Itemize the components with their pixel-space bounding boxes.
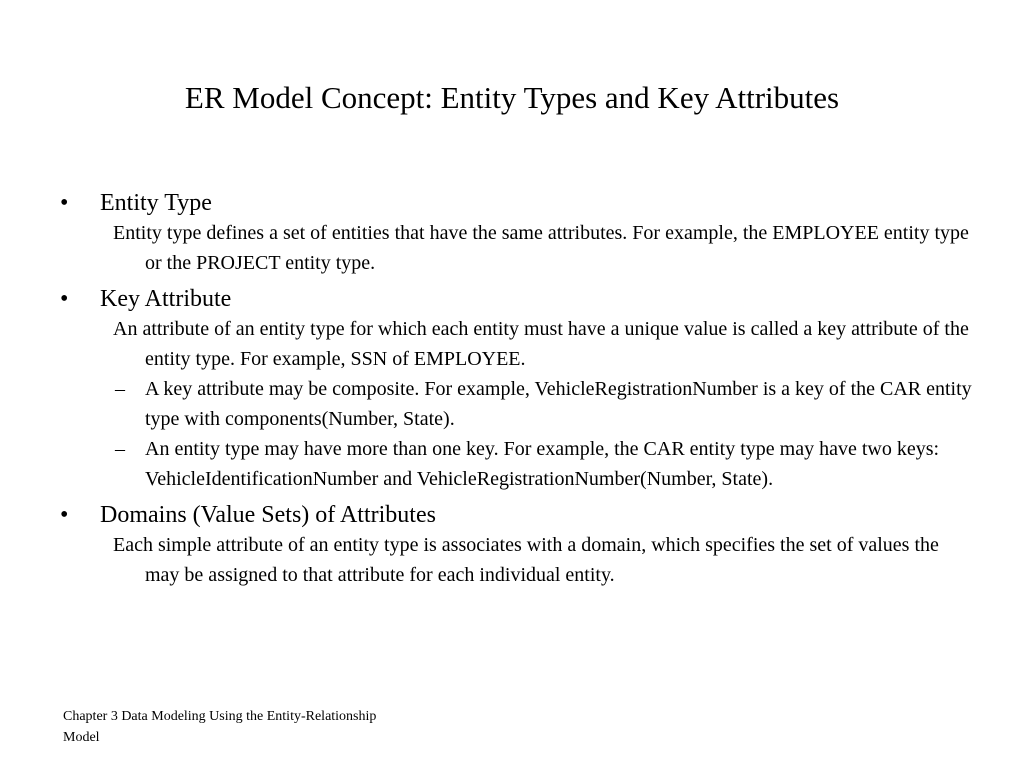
- bullet-heading: Entity Type: [100, 190, 212, 216]
- domains-description: Each simple attribute of an entity type is associates with a domain, which specifies the set of values the may be assigned to that attribute for each individual entity.: [113, 534, 939, 586]
- bullet-icon: •: [60, 286, 69, 312]
- bullet-heading: Domains (Value Sets) of Attributes: [100, 502, 436, 528]
- entity-type-description: Entity type defines a set of entities that have the same attributes. For example, the EMPLOYEE entity type or the PROJECT entity type.: [113, 222, 969, 274]
- bullet-icon: •: [60, 190, 69, 216]
- slide-title: ER Model Concept: Entity Types and Key Attributes: [184, 80, 840, 115]
- slide-footer: Chapter 3 Data Modeling Using the Entity-Relationship Model: [63, 709, 377, 745]
- bullet-heading: Key Attribute: [100, 286, 232, 312]
- bullet-key-attribute: [56, 284, 976, 314]
- bullet-icon: •: [60, 502, 69, 528]
- key-attribute-description: An attribute of an entity type for which each entity must have a unique value is called a key attribute of the entity type. For example, SSN of EMPLOYEE.: [113, 318, 969, 370]
- subpoint-text: A key attribute may be composite. For example, VehicleRegistrationNumber is a key of the CAR entity type with components(Number, State).: [145, 378, 972, 430]
- bullet-entity-type: [56, 188, 976, 218]
- dash-icon: –: [115, 378, 125, 400]
- slide-body: [56, 188, 976, 590]
- key-attribute-subpoint: [113, 434, 976, 494]
- key-attribute-subpoint: [113, 374, 976, 434]
- dash-icon: –: [115, 438, 125, 460]
- bullet-domains: [56, 500, 976, 530]
- subpoint-text: An entity type may have more than one key. For example, the CAR entity type may have two keys: VehicleIdentificationNumber and VehicleRegistrationNumber(Number, State).: [145, 438, 940, 490]
